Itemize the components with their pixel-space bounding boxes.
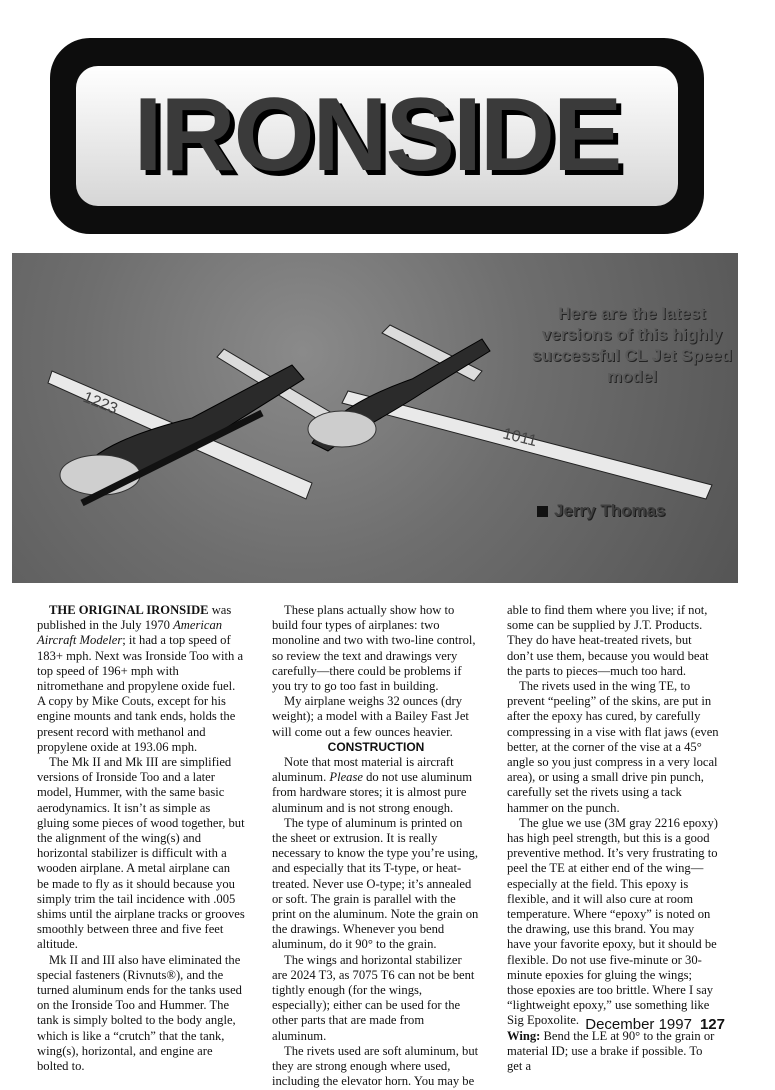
paragraph-text: able to find them where you live; if not, some can be supplied by J.T. Products. They do have heat-treated rivets, but don’t use them, because you would beat the parts to pieces—much too hard.: [507, 603, 709, 678]
paragraph-text: Bend the LE at 90° to the grain or material ID; use a brake if possible. To get a: [507, 1028, 715, 1074]
page-number: 127: [699, 1016, 725, 1033]
paragraph: [37, 603, 245, 755]
author-byline: [537, 501, 666, 521]
paragraph-text: The type of aluminum is printed on the sheet or extrusion. It is really necessary to know the type you’re using, and especially that its T-type, or heat-treated. Never use O-type; it’s annealed or soft. The grain is parallel with the print on the aluminum. Note the grain on the drawings. Whenever you bend aluminum, do it 90° to the grain.: [272, 815, 479, 952]
paragraph-text: do not use aluminum from hardware stores; it is almost pure aluminum and is not strong enough.: [272, 770, 473, 815]
section-heading: CONSTRUCTION: [327, 739, 425, 754]
paragraph: [272, 755, 480, 816]
emphasis: Please: [329, 770, 363, 785]
page-footer: [585, 1016, 725, 1033]
lead-in: Wing:: [507, 1028, 541, 1043]
paragraph-text: Note that most material is aircraft aluminum.: [272, 755, 454, 785]
paragraph: [272, 603, 480, 694]
text-column-3: [507, 603, 719, 1074]
emphasis: American Aircraft Modeler: [37, 618, 223, 648]
title-banner: [50, 38, 704, 234]
text-column-1: [37, 603, 245, 1074]
paragraph: [507, 679, 719, 816]
paragraph-text: My airplane weighs 32 ounces (dry weight); a model with a Bailey Fast Jet will come out a few ounces heavier.: [272, 694, 469, 739]
bullet-square-icon: [537, 506, 548, 517]
article-title: IRONSIDE: [133, 77, 621, 193]
paragraph-text: The wings and horizontal stabilizer are 2024 T3, as 7075 T6 can not be bent tightly enough (for the wings, especially); either can be used for the other parts that are made from aluminum.: [272, 952, 475, 1043]
author-name: Jerry Thomas: [554, 501, 666, 520]
left-plane-tank: [60, 455, 140, 495]
paragraph: [272, 1044, 480, 1090]
photo-tagline: Here are the latest versions of this highly successful CL Jet Speed model: [532, 304, 732, 386]
paragraph: [507, 816, 719, 1029]
paragraph: [507, 1029, 719, 1075]
paragraph: [507, 603, 719, 679]
issue-date: December 1997: [585, 1016, 692, 1033]
paragraph-text: The rivets used in the wing TE, to prevent “peeling” of the skins, are put in after the epoxy has cured, by carefully compressing in a vise with flat jaws (even better, at the corner of the vise at a 45° angle so you just compress in a very local area), or using a small drive pin punch, carefully set the rivets using a tack hammer on the punch.: [507, 679, 719, 815]
paragraph-text: was published in the July 1970: [37, 603, 232, 633]
paragraph-text: These plans actually show how to build four types of airplanes: two monoline and two with two-line control, so review the text and drawings very carefully—there could be problems if you try to go too fast in building.: [272, 603, 476, 694]
paragraph: [37, 953, 245, 1075]
paragraph-text: Mk II and III also have eliminated the special fasteners (Rivnuts®), and the turned aluminum ends for the tanks used on the Ironside Too and Hummer. The tank is simply bolted to the body angle, which is like a “crutch” that the tank, wing(s), horizontal, and engine are bolted to.: [37, 952, 242, 1074]
text-column-2: [272, 603, 480, 1090]
paragraph-text: The rivets used are soft aluminum, but they are strong enough where used, including the elevator horn. You may be: [272, 1043, 479, 1089]
paragraph-text: The Mk II and Mk III are simplified versions of Ironside Too and a later model, Hummer, with the same basic aerodynamics. It isn’t as simple as gluing some pieces of wood together, but the alignment of the wing(s) and horizontal stabilizer is difficult with a wooden airplane. A metal airplane can be made to fly as it should because you simply trim the tail incidence with .005 shims until the airplane tracks or grooves smoothly between three and five feet altitude.: [37, 755, 245, 952]
right-plane-tank: [308, 411, 376, 447]
paragraph: [272, 816, 480, 953]
title-banner-inner: [76, 66, 678, 206]
hero-photo: [12, 253, 738, 583]
right-wing-marking: 1011: [501, 425, 539, 451]
paragraph-text: ; it had a top speed of 183+ mph. Next was Ironside Too with a top speed of 196+ mph with nitromethane and propylene oxide fuel. A copy by Mike Couts, except for his engine mounts and tank ends, holds the present record with methanol and propylene oxide at 193.06 mph.: [37, 633, 244, 754]
paragraph: [272, 694, 480, 740]
left-airplane: [48, 349, 332, 503]
paragraph-text: The glue we use (3M gray 2216 epoxy) has high peel strength, but this is a good preventive method. It’s very frustrating to peel the TE at either end of the wing—especially at the field. This epoxy is flexible, and it will also cure at room temperature. Where “epoxy” is noted on the drawing, use this brand. You may have your favorite epoxy, but it should be flexible. Do not use five-minute or 30-minute epoxies for gluing the wings; those epoxies are too brittle. Where I say “lightweight epoxy,” use something like Sig Epoxolite.: [507, 815, 718, 1028]
left-wing-marking: 1223: [80, 388, 120, 419]
paragraph: [272, 953, 480, 1044]
paragraph: [37, 755, 245, 953]
lead-in: THE ORIGINAL IRONSIDE: [49, 603, 209, 617]
